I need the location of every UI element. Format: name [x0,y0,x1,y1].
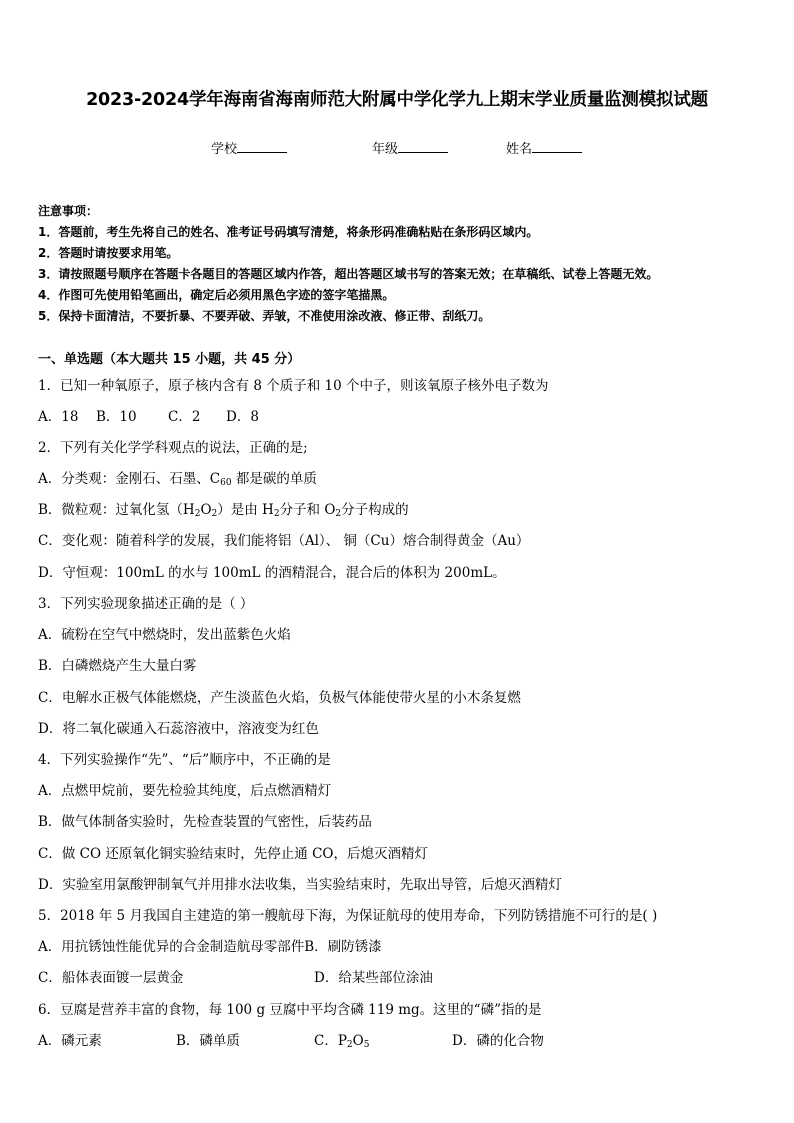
q2-option-b[interactable] [38,498,409,519]
notice-item: 1．答题前，考生先将自己的姓名、准考证号码填写清楚，将条形码准确粘贴在条形码区域内。 [38,225,539,239]
q6-c-sub: 5 [363,1040,370,1050]
q6-option-d[interactable]: D．磷的化合物 [452,1033,544,1049]
grade-field[interactable] [372,138,448,157]
q2-option-a[interactable] [38,467,317,488]
q2-b-text: 分子构成的 [341,502,409,518]
grade-label: 年级 [372,142,399,157]
q4-option-d[interactable]: D．实验室用氯酸钾制氧气并用排水法收集，当实验结束时，先取出导管，后熄灭酒精灯 [38,877,562,893]
q1-option-d[interactable]: D．8 [226,409,259,425]
q3-option-d[interactable]: D．将二氧化碳通入石蕊溶液中，溶液变为红色 [38,721,319,737]
section-heading: 一、单选题（本大题共 15 小题，共 45 分） [38,352,301,367]
question-5-stem: 5．2018 年 5 月我国自主建造的第一艘航母下海，为保证航母的使用寿命，下列防锈措施不可行的是( ) [38,908,658,924]
q6-option-b[interactable]: B．磷单质 [176,1033,240,1049]
page-title: 2023-2024学年海南省海南师范大附属中学化学九上期末学业质量监测模拟试题 [86,90,708,110]
question-2-stem: 2．下列有关化学学科观点的说法，正确的是; [38,440,308,456]
q1-option-c[interactable]: C．2 [168,409,201,425]
q2-b-text: O [200,502,212,518]
q1-option-b[interactable]: B．10 [96,409,137,425]
q4-option-c[interactable]: C．做 CO 还原氧化铜实验结束时，先停止通 CO，后熄灭酒精灯 [38,846,428,862]
notice-item: 5．保持卡面清洁，不要折暴、不要弄破、弄皱，不准使用涂改液、修正带、刮纸刀。 [38,309,491,323]
q2-b-text: 分子和 O [279,502,336,518]
q4-option-a[interactable]: A．点燃甲烷前，要先检验其纯度，后点燃酒精灯 [38,783,332,799]
q2-b-sub: 2 [335,509,342,519]
notice-heading: 注意事项： [38,204,99,218]
question-1-stem: 1．已知一种氧原子，原子核内含有 8 个质子和 10 个中子，则该氧原子核外电子数为 [38,378,549,394]
question-6-stem: 6．豆腐是营养丰富的食物，每 100 g 豆腐中平均含磷 119 mg。这里的“磷”指的是 [38,1002,542,1018]
name-label: 姓名 [506,142,533,157]
q1-option-a[interactable]: A．18 [38,409,79,425]
q2-b-text: ）是由 H [217,502,274,518]
q2-a-text: A．分类观：金刚石、石墨、C [38,471,221,487]
q3-option-b[interactable]: B．白磷燃烧产生大量白雾 [38,658,197,674]
school-field[interactable] [211,138,287,157]
q6-c-text: C．P [314,1033,347,1049]
q3-option-a[interactable]: A．硫粉在空气中燃烧时，发出蓝紫色火焰 [38,627,291,643]
q6-option-c[interactable] [314,1029,369,1050]
q6-c-sub: 2 [346,1040,353,1050]
q5-option-ab[interactable]: A．用抗锈蚀性能优异的合金制造航母零部件B．刷防锈漆 [38,939,382,955]
q5-option-d[interactable]: D．给某些部位涂油 [314,970,433,986]
q4-option-b[interactable]: B．做气体制备实验时，先检查装置的气密性，后装药品 [38,814,372,830]
grade-blank[interactable] [398,140,448,153]
name-field[interactable] [506,138,582,157]
question-3-stem: 3．下列实验现象描述正确的是（ ） [38,596,254,612]
q2-b-sub: 2 [194,509,201,519]
q2-a-sub: 60 [220,478,232,488]
notice-item: 4．作图可先使用铅笔画出，确定后必须用黑色字迹的签字笔描黑。 [38,288,395,302]
q2-b-text: B．微粒观：过氧化氢（H [38,502,195,518]
q6-c-text: O [352,1033,364,1049]
q5-option-c[interactable]: C．船体表面镀一层黄金 [38,970,184,986]
q2-option-c[interactable]: C．变化观：随着科学的发展，我们能将铝（Al）、 铜（Cu）熔合制得黄金（Au） [38,533,530,549]
q3-option-c[interactable]: C．电解水正极气体能燃烧，产生淡蓝色火焰，负极气体能使带火星的小木条复燃 [38,690,521,706]
school-label: 学校 [211,142,238,157]
q2-option-d[interactable]: D．守恒观：100mL 的水与 100mL 的酒精混合，混合后的体积为 200mL。 [38,565,506,581]
name-blank[interactable] [532,140,582,153]
school-blank[interactable] [237,140,287,153]
q2-b-sub: 2 [211,509,218,519]
notice-item: 2．答题时请按要求用笔。 [38,246,179,260]
notice-item: 3．请按照题号顺序在答题卡各题目的答题区域内作答，超出答题区域书写的答案无效；在草稿纸、试卷上答题无效。 [38,267,659,281]
question-4-stem: 4．下列实验操作“先”、“后”顺序中，不正确的是 [38,752,331,768]
q2-a-text-end: 都是碳的单质 [231,471,317,487]
q6-option-a[interactable]: A．磷元素 [38,1033,102,1049]
q2-b-sub: 2 [273,509,280,519]
